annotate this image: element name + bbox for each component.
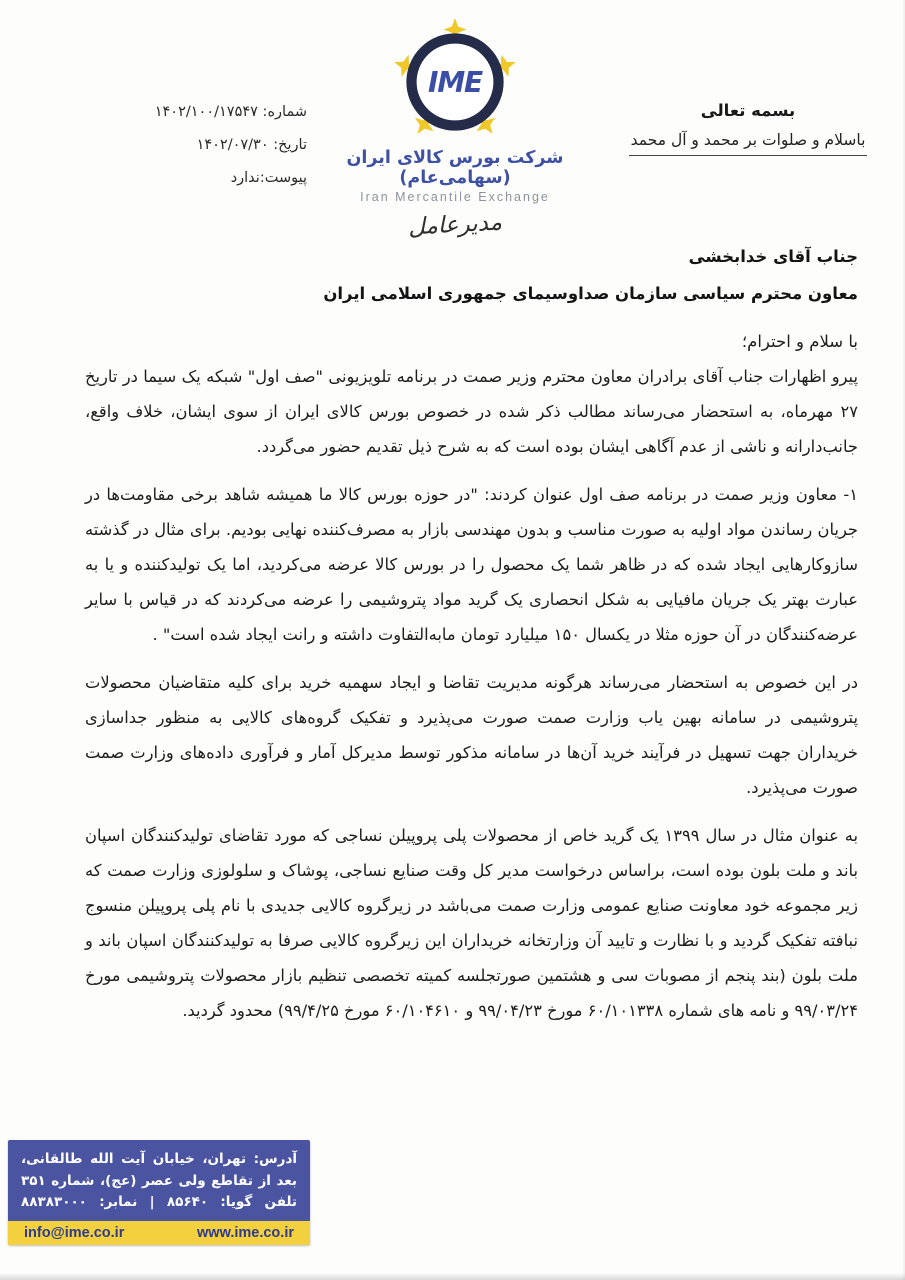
body-paragraph: پیرو اظهارات جناب آقای برادران معاون محترم وزیر صمت در برنامه تلویزیونی "صف اول" شبکه یک سیما در تاریخ ۲۷ مهرماه، به استحضار می‌رساند مطالب ذکر شده در خصوص بورس کالای ایران از سوی ایشان، خلاف واقع، جانب‌دارانه و ناشی از عدم آگاهی ایشان بوده است که به شرح ذیل تقدیم حضور می‌گردد. [85,367,858,456]
recipient-title: معاون محترم سیاسی سازمان صداوسیمای جمهوری اسلامی ایران [323,284,858,303]
ime-logo-icon [391,18,519,146]
letterhead-logo-block [328,18,582,241]
body-paragraph: در این خصوص به استحضار می‌رساند هرگونه مدیریت تقاضا و ایجاد سهمیه خرید برای کلیه متقاضیان محصولات پتروشیمی در سامانه بهین یاب وزارت صمت صورت می‌پذیرد و تفکیک گروه‌های کالایی به منظور جداسازی خریداران جهت تسهیل در فرآیند خرید آن‌ها در سامانه مذکور توسط مدیرکل آمار و فرآوری داده‌های وزارت صمت صورت می‌پذیرد. [85,673,858,797]
signatory-script: مدیرعامل [407,209,503,241]
letter-attachment: پیوست:ندارد [230,170,307,186]
address-line: تلفن گویا: ۸۵۶۴۰ | نمابر: ۸۸۳۸۳۰۰۰ [21,1194,297,1210]
letter-body [85,325,858,1028]
salawat-line: باسلام و صلوات بر محمد و آل محمد [629,126,868,156]
footer-address-box [8,1140,310,1245]
recipient-block [85,238,858,312]
letter-meta [85,96,307,195]
address-block [8,1140,310,1221]
email-text: info@ime.co.ir [24,1224,125,1241]
letter-number: شماره: ۱۴۰۲/۱۰۰/۱۷۵۴۷ [154,104,307,120]
ime-monogram-text: IME [428,66,482,100]
recipient-name: جناب آقای خدابخشی [688,247,858,266]
company-name-fa: شرکت بورس کالای ایران (سهامی‌عام) [346,148,564,188]
company-name-en: Iran Mercantile Exchange [360,190,550,204]
website-text: www.ime.co.ir [197,1224,294,1241]
footer-contact-band [8,1221,310,1245]
letter-date: تاریخ: ۱۴۰۲/۰۷/۳۰ [196,137,307,153]
address-line: بعد از تقاطع ولی عصر (عج)، شماره ۳۵۱ [21,1172,297,1189]
address-line: آدرس: تهران، خیابان آیت الله طالقانی، [21,1151,297,1167]
greeting-line: با سلام و احترام؛ [741,332,858,351]
body-paragraph: ۱- معاون وزیر صمت در برنامه صف اول عنوان کردند: "در حوزه بورس کالا ما همیشه شاهد برخی مقاومت‌ها در جریان رساندن مواد اولیه به صورت مناسب و بدون مهندسی بازار به مصرف‌کننده نهایی بودیم. برای مثال در گذشته سازوکارهایی ایجاد شده که در ظاهر شما یک محصول را در بورس کالا عرضه می‌کردید، اما یک تولیدکننده و یا به عبارت بهتر یک جریان مافیایی به شکل انحصاری یک گرید مواد پتروشیمی را عرضه می‌کردند که در قیاس با سایر عرضه‌کنندگان در آن حوزه مثلا در یکسال ۱۵۰ میلیارد تومان مابه‌التفاوت داشته و رانت ایجاد شده است" . [85,485,858,644]
page-bottom-edge [0,1273,905,1280]
body-paragraph: به عنوان مثال در سال ۱۳۹۹ یک گرید خاص از محصولات پلی پروپیلن نساجی که مورد تقاضای تولیدکنندگان اسپان باند و ملت بلون بوده است، براساس درخواست مدیر کل وقت صنایع نساجی، پوشاک و سلولوزی وزارت صمت که زیر مجموعه خود معاونت صنایع عمومی وزارت صمت می‌باشد در زیرگروه کالایی جدیدی با نام پلی پروپیلن منسوج نبافته تفکیک گردید و با نظارت و تایید آن وزارتخانه خریداران این زیرگروه کالایی صرفا به تولیدکنندگان اسپان باند و ملت بلون (بند پنجم از مصوبات سی و هشتمین صورتجلسه کمیته تخصصی تنظیم بازار محصولات پتروشیمی مورخ ۹۹/۰۳/۲۴ و نامه های شماره ۶۰/۱۰۱۳۳۸ مورخ ۹۹/۰۴/۲۳ و ۶۰/۱۰۴۶۱۰ مورخ ۹۹/۴/۲۵) محدود گردید. [85,826,859,1020]
invocation-block [612,96,884,156]
besmeleh-text: بسمه تعالی [700,101,796,120]
